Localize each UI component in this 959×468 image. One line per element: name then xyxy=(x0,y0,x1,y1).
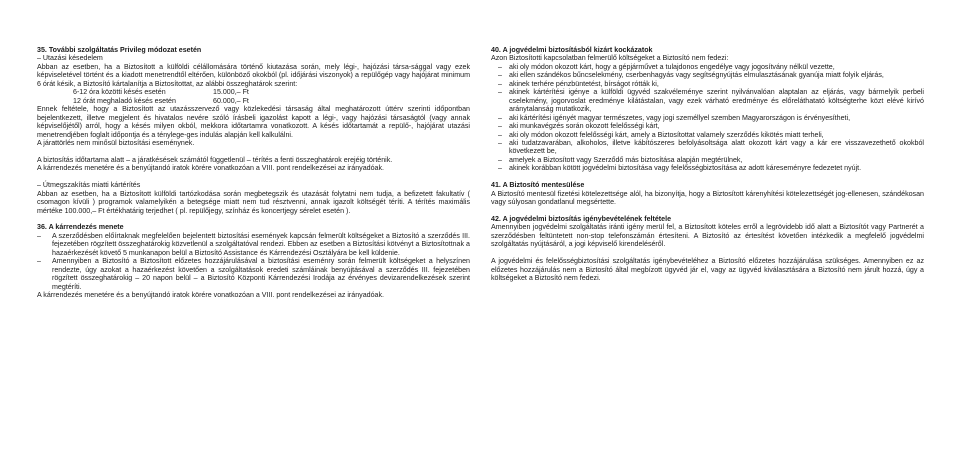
list-item xyxy=(491,80,924,88)
list-item-text: amelyek a Biztosított vagy Szerződő más biztosítása alapján megtérülnek, xyxy=(509,155,743,164)
section-35-paragraph: A biztosítás időtartama alatt – a járatkésések számától függetlenül – térítés a fenti összeghatárok erejéig történik. xyxy=(37,155,393,164)
delay-row-label: 6-12 óra közötti késés esetén xyxy=(73,88,166,97)
list-item xyxy=(491,122,924,130)
dash-icon: – xyxy=(498,138,502,147)
section-35-paragraph: Abban az esetben, ha a Biztosított külföldi tartózkodása során megbetegszik és utazását folytatni nem tudja, a befizetett fakultatív ( csomagon kívüli ) programok valamelyikén a betegsége miatt nem tud résztvenni, annak igazolt költségét téríti. A térítés maximális mértéke 100.000,– Ft értékhatárig terjedhet ( pl. repülőjegy, színház és koncertjegy sérelet esetén ). xyxy=(37,189,470,215)
list-item-text: akinek terhére pénzbüntetést, bírságot rótták ki, xyxy=(509,79,659,88)
section-40-title: 40. A jogvédelmi biztosításból kizárt kockázatok xyxy=(491,46,653,54)
section-35-title: 35. További szolgáltatás Privileg módozat esetén xyxy=(37,46,202,54)
section-36-title: 36. A kárrendezés menete xyxy=(37,223,124,232)
list-item xyxy=(491,71,924,79)
list-item-text: aki kártérítési igényét magyar természetes, vagy jogi személlyel szemben Magyarországon is érvényesítheti, xyxy=(509,113,851,122)
list-item-text: Amennyiben a Biztosító a Biztosított előzetes hozzájárulásával a biztosítási eseménry során felmerült költségeket a helyszínen rendezte, úgy azokat a hazaérkezést követően a szolgáltatások eredeti számláinak benyújtásával a szerződés III. fejezetében rögzített összeghatárokig – 20 napon belül – a Biztosító Központi Kárrendezési Irodája az érvényes devizarendelkezések szerint megtéríti. xyxy=(52,257,470,291)
list-item-text: aki ellen szándékos bűncselekmény, cserbenhagyás vagy segítségnyújtás elmulasztásának gyanúja miatt folyik eljárás, xyxy=(509,71,884,80)
left-column xyxy=(37,46,470,300)
section-41-title: 41. A Biztosító mentesülése xyxy=(491,181,585,190)
section-35-subtitle-interruption: – Útmegszakítás miatti kártérítés xyxy=(37,181,141,190)
list-item xyxy=(491,139,924,156)
list-item xyxy=(491,88,924,113)
list-item xyxy=(491,114,924,122)
dash-icon: – xyxy=(498,113,502,122)
list-item xyxy=(491,131,924,139)
list-item-text: aki munkavégzés során okozott felelősségi kárt, xyxy=(509,122,660,131)
dash-icon: – xyxy=(498,71,502,80)
section-35-paragraph: A kárrendezés menetére és a benyújtandó iratok körére vonatkozóan a VIII. pont rendelkezései az irányadóak. xyxy=(37,164,385,173)
delay-row xyxy=(37,97,470,105)
section-35-subtitle-delay: – Utazási késedelem xyxy=(37,54,103,63)
section-40-intro: Azon Biztosítotti kapcsolatban felmerülő költségeket a Biztosító nem fedezi: xyxy=(491,54,729,63)
delay-row-label: 12 órát meghaladó késés esetén xyxy=(73,96,176,105)
section-35-paragraph: Abban az esetben, ha a Biztosított a külföldi célállomására történő kiutazása során, mely légi-, hajózási társa-sággal vagy ezek képviseletével történt és a kiadott menetrendtől eltérően, különböző okokból (pl. időjárási viszonyok) a repülőgép vagy hajójárat minimum 6 órát késik, a Biztosító kártalanítja a Biztosítottat, az alábbi összeghatárok szerint: xyxy=(37,62,470,88)
list-item-text: aki oly módon okozott kárt, hogy a gépjárművet a tulajdonos engedélye vagy jogosítvány nélkül vezette, xyxy=(509,62,835,71)
dash-icon: – xyxy=(498,88,502,97)
list-item xyxy=(37,257,470,291)
dash-icon: – xyxy=(498,62,502,71)
section-36-paragraph: A kárrendezés menetére és a benyújtandó iratok körére vonatkozóan a VIII. pont rendelkezései az irányadóak. xyxy=(37,291,385,300)
list-item-text: akinek korábban kötött jogvédelmi biztosítása vagy felelősségbiztosítása az adott káreseményre fedezetet nyújt. xyxy=(509,164,862,173)
delay-row xyxy=(37,88,470,96)
dash-icon: – xyxy=(498,164,502,173)
dash-icon: – xyxy=(498,130,502,139)
dash-icon: – xyxy=(498,122,502,131)
dash-icon: – xyxy=(37,257,41,266)
right-column xyxy=(491,46,924,283)
list-item xyxy=(491,156,924,164)
delay-row-amount: 60.000,– Ft xyxy=(213,96,249,105)
list-item-text: aki oly módon okozott felelősségi kárt, amely a Biztosítottat valamely szerződés kikötés miatt terheli, xyxy=(509,130,824,139)
list-item-text: A szerződésben előírtaknak megfelelően bejelentett biztosítási események kapcsán felmerült költségeket a Biztosító a szerződés III. fejezetében rögzített összeghatárokig közvetlenül a szolgáltatóval rendezi. Ebben az esetben a Biztosítási kötvényt a Biztosítottnak a hazaérkezését követő 5 munkanapon belül a Biztosító Assistance és Kárrendezési Osztályára be kell küldenie. xyxy=(52,231,470,257)
list-item xyxy=(37,232,470,257)
section-42-title: 42. A jogvédelmi biztosítás igénybevételének feltétele xyxy=(491,215,672,224)
dash-icon: – xyxy=(498,79,502,88)
list-item-text: aki tudatzavarában, alkoholos, illetve kábítószeres befolyásoltsága alatt okozott kárt vagy a kár ere visszavezethető okokból következett be, xyxy=(509,138,924,156)
section-42-paragraph: Amennyiben jogvédelmi szolgáltatás iránti igény merül fel, a Biztosított köteles erről a legrövidebb idő alatt a Biztosítót vagy Partnerét a szerződésben feltüntetett non-stop telefonszámán értesíteni. A Biztosító az értesítést követően intézkedik a megfelelő jogvédelmi szolgáltatás nyújtásáról, a jogi képviselő kirendeléséről. xyxy=(491,223,924,249)
dash-icon: – xyxy=(37,231,41,240)
section-42-paragraph: A jogvédelmi és felelősségbiztosítási szolgáltatás igénybevételéhez a Biztosító előzetes hozzájárulása szükséges. Amennyiben ez az előzetes hozzájárulás nem a Biztosító által megbízott ügyvéd jár el, vagy az ügyvéd kiválasztására a Biztosító nem járult hozzá, úgy a költségeket a Biztosító nem fedezi. xyxy=(491,257,924,283)
section-35-paragraph: Ennek feltétele, hogy a Biztosított az utazásszervező vagy közlekedési társaság által meghatározott úttérv szerinti időpontban bejelentkezett, illetve megjelent és hivatalos nevére szóló írásbeli igazolást kapott a légi-, vagy hajózási társaságtól (vagy annak képviselőjétől) arról, hogy a késés milyen okból, mekkora időtartamra vonatkozott. A késés időtartamát a repülő-, hajójárat utazási menetrendjében foglalt időpontja és a ténylege-ges indulás alapján kell kalkulálni. xyxy=(37,105,470,139)
dash-icon: – xyxy=(498,155,502,164)
list-item xyxy=(491,164,924,172)
section-35-paragraph: A járattörlés nem minősül biztosítási eseménynek. xyxy=(37,138,195,147)
delay-row-amount: 15.000,– Ft xyxy=(213,88,249,97)
section-41-paragraph: A Biztosító mentesül fizetési kötelezettsége alól, ha bizonyítja, hogy a Biztosított kárenyhítési kötelezettségét jog-ellenesen, szándékosan vagy súlyosan gondatlanul megsértette. xyxy=(491,189,924,207)
list-item xyxy=(491,63,924,71)
list-item-text: akinek kártérítési igénye a külföldi ügyvéd szakvéleménye szerint nyilvánvalóan alaptalan az eljárás, vagy bármelyik perbeli cselekmény, jogorvoslat eredménye kilátástalan, vagy ezek várható eredménye és előreláthatató költségterhe közt elévé kirívó aránytalanság mutatkozik, xyxy=(509,88,924,114)
